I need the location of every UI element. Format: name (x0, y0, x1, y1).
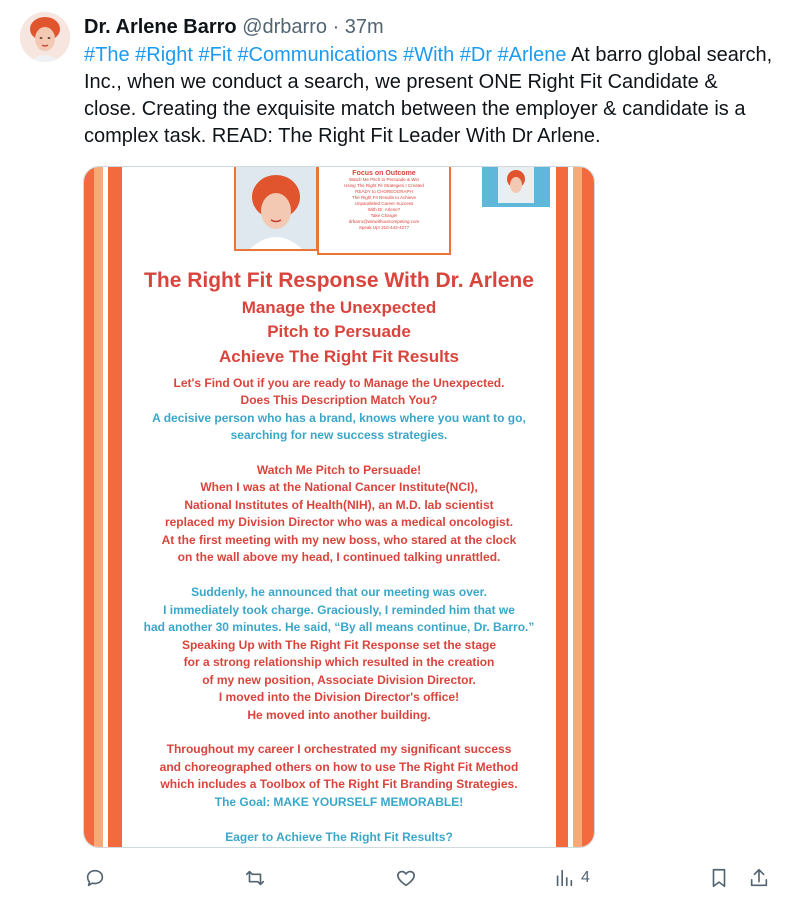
poster-line: The Goal: MAKE YOURSELF MEMORABLE! (214, 795, 464, 809)
focus-box-line: Take Charge! (370, 213, 398, 218)
poster-line: He moved into another building. (247, 708, 431, 722)
reply-icon (84, 867, 106, 889)
retweet-icon (244, 867, 266, 889)
poster-title: The Right Fit Response With Dr. Arlene (144, 269, 534, 292)
reply-button[interactable] (84, 862, 106, 894)
tweet-body: At barro global search, Inc., when we conduct a search, we present ONE Right Fit Candidate & close. Creating the exquisite match between the employer & candidate is a complex task. READ: The Right Fit Leader With Dr Arlene. (84, 44, 773, 147)
author-name[interactable]: Dr. Arlene Barro (84, 16, 237, 38)
poster-line: on the wall above my head, I continued talking unrattled. (177, 550, 501, 564)
poster-line: National Institutes of Health(NIH), an M.D. lab scientist (184, 498, 494, 512)
timestamp[interactable]: 37m (344, 16, 384, 38)
poster (122, 167, 556, 847)
share-icon (748, 867, 770, 889)
poster-subtitle: Manage the Unexpected (241, 298, 437, 317)
heart-icon (395, 867, 417, 889)
poster-subtitle: Achieve The Right Fit Results (219, 347, 459, 366)
focus-box-line: Using The Right Fit Strategies I Created (344, 183, 424, 188)
hashtag[interactable]: #The (84, 44, 130, 66)
focus-box-line: Watch Me Pitch to Persuade & Win (348, 177, 420, 182)
views-count: 4 (581, 869, 590, 886)
views-chart-icon (553, 867, 575, 889)
poster-line: and choreographed others on how to use The Right Fit Method (159, 760, 519, 774)
poster-line: had another 30 minutes. He said, “By all means continue, Dr. Barro.” (143, 620, 535, 634)
hashtag[interactable]: #Dr (459, 44, 492, 66)
hashtag[interactable]: #Communications (237, 44, 398, 66)
poster-line: A decisive person who has a brand, knows where you want to go, (152, 411, 526, 425)
tweet-actions-bar (0, 862, 796, 894)
poster-line: I immediately took charge. Graciously, I reminded him that we (163, 603, 515, 617)
hashtag[interactable]: #Right (135, 44, 193, 66)
tweet-header (84, 14, 384, 40)
tweet-media-image[interactable] (83, 166, 595, 848)
poster-line: Throughout my career I orchestrated my significant success (166, 742, 512, 756)
poster-subtitle: Pitch to Persuade (267, 322, 411, 341)
poster-stripe (582, 167, 594, 847)
poster-line: of my new position, Associate Division Director. (202, 673, 476, 687)
poster-line: replaced my Division Director who was a medical oncologist. (164, 515, 514, 529)
poster-line: Watch Me Pitch to Persuade! (256, 463, 422, 477)
poster-stripe (556, 167, 568, 847)
tweet-text (84, 42, 774, 150)
focus-box-line: Speak Up! 310-443-4277 (358, 225, 410, 230)
hashtag[interactable]: #Arlene (497, 44, 567, 66)
author-handle[interactable]: @drbarro (242, 16, 327, 38)
poster-line: Suddenly, he announced that our meeting was over. (191, 585, 487, 599)
views-button[interactable] (553, 862, 590, 894)
poster-stripe (94, 167, 103, 847)
poster-stripe (84, 167, 94, 847)
poster-stripe (108, 167, 122, 847)
hashtag[interactable]: #With (403, 44, 455, 66)
focus-box-line: READY to CHOREOGRAPH (355, 189, 413, 194)
hashtag[interactable]: #Fit (198, 44, 232, 66)
poster-line: Speaking Up with The Right Fit Response set the stage (181, 638, 497, 652)
focus-box-line: With Dr. Arlene? (367, 207, 401, 212)
avatar[interactable] (20, 12, 70, 62)
poster-line: Does This Description Match You? (240, 393, 438, 407)
poster-line: When I was at the National Cancer Institute(NCI), (200, 480, 478, 494)
poster-line: Let's Find Out if you are ready to Manage the Unexpected. (173, 376, 505, 390)
poster-line: searching for new success strategies. (230, 428, 448, 442)
focus-box-line: The Right Fit Results to Achieve (351, 195, 417, 200)
focus-box-line: Unparalleled Career Success (354, 201, 414, 206)
poster-line: At the first meeting with my new boss, who stared at the clock (161, 533, 517, 547)
bookmark-icon (708, 867, 730, 889)
focus-box-title: Focus on Outcome (352, 170, 416, 177)
poster-line: I moved into the Division Director's office! (218, 690, 460, 704)
poster-line: Eager to Achieve The Right Fit Results? (225, 830, 453, 844)
poster-stripe (573, 167, 582, 847)
poster-small-photo (482, 167, 550, 207)
poster-line: for a strong relationship which resulted in the creation (183, 655, 495, 669)
like-button[interactable] (395, 862, 417, 894)
poster-portrait-photo (234, 167, 318, 251)
separator-dot: · (332, 16, 340, 38)
bookmark-button[interactable] (708, 862, 730, 894)
retweet-button[interactable] (244, 862, 266, 894)
poster-line: which includes a Toolbox of The Right Fit Branding Strategies. (160, 777, 518, 791)
poster-focus-box (317, 167, 451, 255)
share-button[interactable] (748, 862, 770, 894)
focus-box-line: drbarro@winwithoutcompeting.com (348, 219, 420, 224)
